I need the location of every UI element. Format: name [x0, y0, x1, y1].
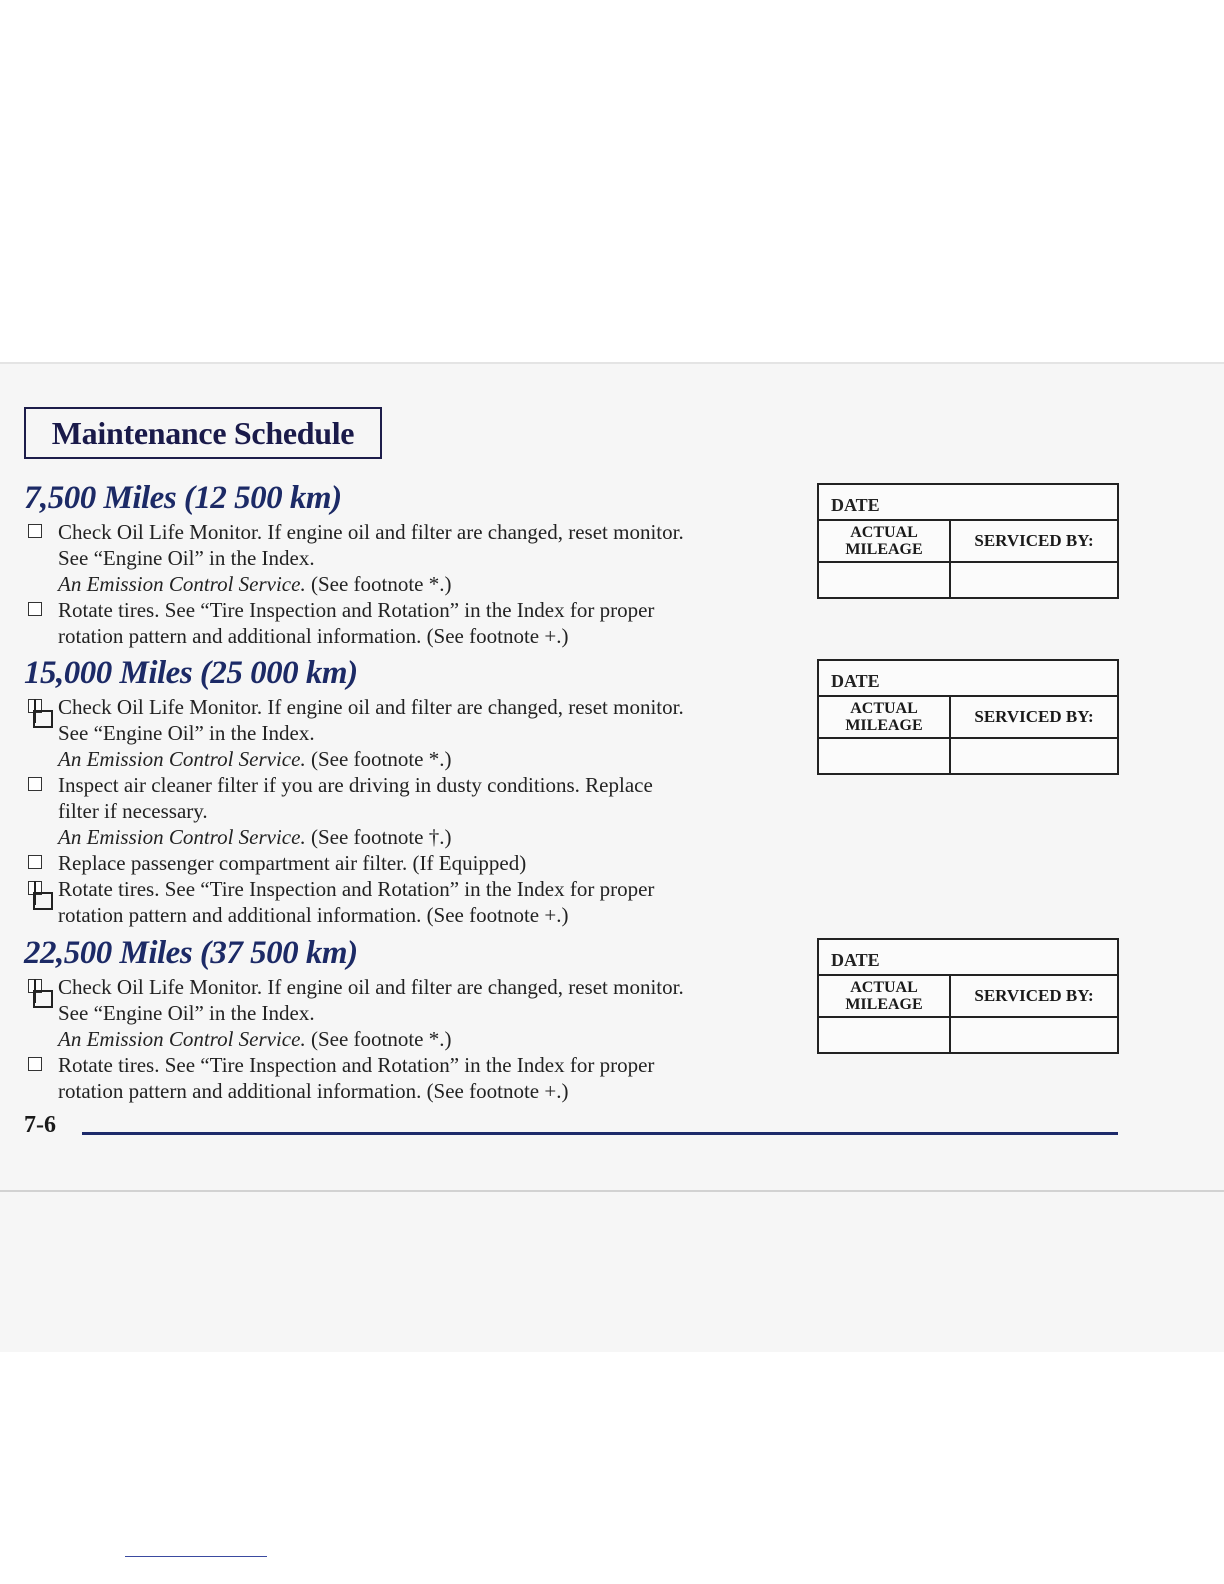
- serviced-by-label: SERVICED BY:: [974, 531, 1094, 550]
- checklist-item: [24, 850, 784, 876]
- serviced-by-entry-cell[interactable]: [951, 563, 1117, 597]
- checkbox[interactable]: [28, 699, 42, 713]
- checklist-item: [24, 1052, 784, 1104]
- checkbox[interactable]: [28, 979, 42, 993]
- serviced-by-entry-cell[interactable]: [951, 739, 1117, 773]
- checklist-item: [24, 876, 784, 928]
- item-text: rotation pattern and additional information. (See footnote +.): [58, 624, 569, 648]
- checkbox[interactable]: [28, 602, 42, 616]
- service-record-7500: [817, 483, 1119, 599]
- mileage-label-line: ACTUAL: [850, 979, 918, 996]
- footnote-ref: (See footnote *.): [305, 1027, 452, 1051]
- mileage-label-line: ACTUAL: [850, 700, 918, 717]
- mileage-entry-cell[interactable]: [819, 563, 951, 597]
- section-heading: 22,500 Miles (37 500 km): [24, 935, 358, 971]
- serviced-by-label: SERVICED BY:: [974, 986, 1094, 1005]
- serviced-by-entry-cell[interactable]: [951, 1018, 1117, 1052]
- date-field: DATE: [819, 485, 1117, 521]
- mileage-label-line: MILEAGE: [845, 717, 923, 734]
- page-title: Maintenance Schedule: [24, 407, 382, 459]
- mileage-label-line: ACTUAL: [850, 524, 918, 541]
- item-note: [58, 746, 784, 772]
- emission-label: An Emission Control Service.: [58, 572, 306, 596]
- item-text: See “Engine Oil” in the Index.: [58, 1001, 315, 1025]
- date-field: DATE: [819, 661, 1117, 697]
- mileage-entry-cell[interactable]: [819, 739, 951, 773]
- emission-label: An Emission Control Service.: [58, 1027, 306, 1051]
- record-header-row: [819, 976, 1117, 1018]
- section-heading: 15,000 Miles (25 000 km): [24, 655, 358, 691]
- mileage-entry-cell[interactable]: [819, 1018, 951, 1052]
- emission-label: An Emission Control Service.: [58, 825, 306, 849]
- page-edge-divider: [0, 1190, 1224, 1192]
- page-number: 7-6: [24, 1112, 56, 1138]
- checkbox[interactable]: [28, 777, 42, 791]
- checklist-item: [24, 974, 784, 1052]
- mileage-label-line: MILEAGE: [845, 996, 923, 1013]
- service-record-22500: [817, 938, 1119, 1054]
- actual-mileage-label: [819, 521, 951, 561]
- record-entry-row: [819, 563, 1117, 597]
- footnote-ref: (See footnote †.): [305, 825, 452, 849]
- emission-label: An Emission Control Service.: [58, 747, 306, 771]
- item-text: Inspect air cleaner filter if you are driving in dusty conditions. Replace: [58, 773, 653, 797]
- date-field: DATE: [819, 940, 1117, 976]
- checkbox[interactable]: [28, 855, 42, 869]
- checklist-item: [24, 519, 784, 597]
- item-text: Replace passenger compartment air filter. (If Equipped): [58, 851, 527, 875]
- item-text: filter if necessary.: [58, 799, 208, 823]
- record-entry-row: [819, 1018, 1117, 1052]
- item-text: See “Engine Oil” in the Index.: [58, 546, 315, 570]
- item-text: Check Oil Life Monitor. If engine oil and filter are changed, reset monitor.: [58, 975, 684, 999]
- section-7500-miles: [24, 477, 784, 649]
- item-note: [58, 571, 784, 597]
- section-heading: 7,500 Miles (12 500 km): [24, 480, 342, 516]
- serviced-by-label: SERVICED BY:: [974, 707, 1094, 726]
- record-header-row: [819, 697, 1117, 739]
- checkbox[interactable]: [28, 524, 42, 538]
- item-text: Rotate tires. See “Tire Inspection and Rotation” in the Index for proper: [58, 1053, 655, 1077]
- checklist-item: [24, 694, 784, 772]
- section-22500-miles: [24, 932, 784, 1104]
- footer-rule: [82, 1132, 1118, 1135]
- item-text: Rotate tires. See “Tire Inspection and Rotation” in the Index for proper: [58, 598, 655, 622]
- section-15000-miles: [24, 652, 784, 928]
- item-text: Rotate tires. See “Tire Inspection and Rotation” in the Index for proper: [58, 877, 655, 901]
- footnote-ref: (See footnote *.): [305, 747, 452, 771]
- item-text: rotation pattern and additional information. (See footnote +.): [58, 1079, 569, 1103]
- item-text: Check Oil Life Monitor. If engine oil and filter are changed, reset monitor.: [58, 520, 684, 544]
- checkbox[interactable]: [28, 1057, 42, 1071]
- service-record-15000: [817, 659, 1119, 775]
- checkbox[interactable]: [28, 881, 42, 895]
- item-text: rotation pattern and additional information. (See footnote +.): [58, 903, 569, 927]
- record-entry-row: [819, 739, 1117, 773]
- actual-mileage-label: [819, 697, 951, 737]
- checklist-item: [24, 597, 784, 649]
- mileage-label-line: MILEAGE: [845, 541, 923, 558]
- item-text: Check Oil Life Monitor. If engine oil and filter are changed, reset monitor.: [58, 695, 684, 719]
- bottom-underline: [125, 1556, 267, 1557]
- item-note: [58, 824, 784, 850]
- item-note: [58, 1026, 784, 1052]
- checklist-item: [24, 772, 784, 850]
- record-header-row: [819, 521, 1117, 563]
- item-text: See “Engine Oil” in the Index.: [58, 721, 315, 745]
- actual-mileage-label: [819, 976, 951, 1016]
- footnote-ref: (See footnote *.): [305, 572, 452, 596]
